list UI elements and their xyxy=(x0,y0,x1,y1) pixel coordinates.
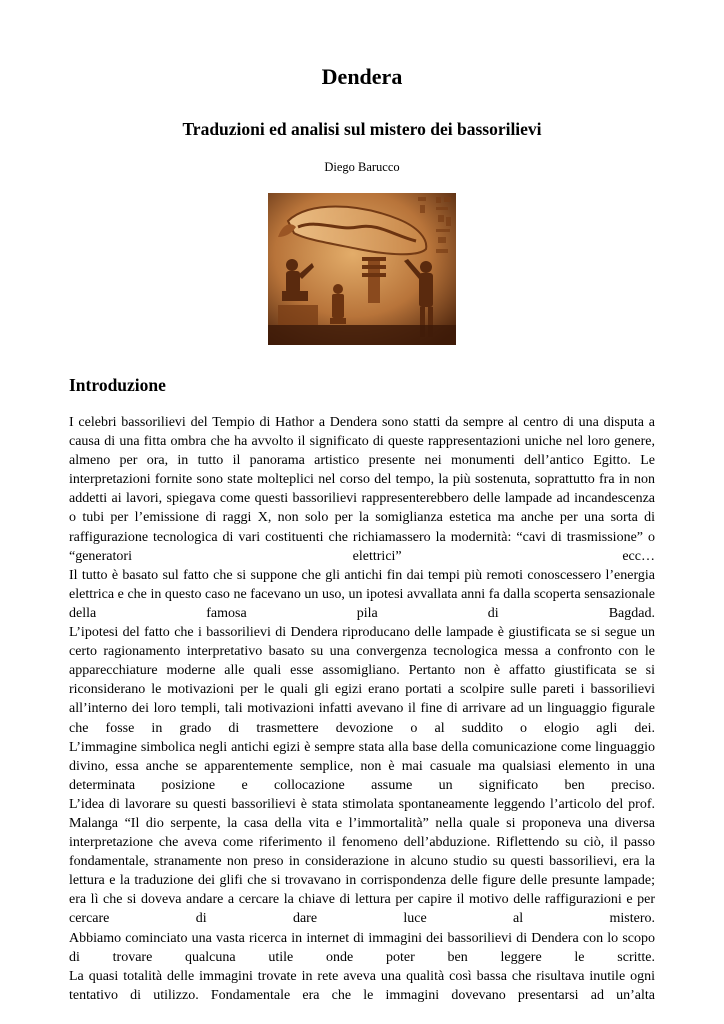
bas-relief-photo-icon xyxy=(268,193,456,345)
paragraph: L’idea di lavorare su questi bassorilievi è stata stimolata spontaneamente leggendo l’articolo del prof. Malanga “Il dio serpente, la casa della vita e l’immortalità” nella quale si proponeva una diversa interpretazione che aveva come riferimento il fenomeno dell’abduzione. Riflettendo su ciò, il passo fondamentale, stranamente non preso in considerazione in alcuno studio su questi bassorilievi, era la lettura e la traduzione dei glifi che si trovavano in corrispondenza delle figure delle presunte lampade; era lì che si doveva andare a cercare la chiave di lettura per capire il motivo delle raffigurazioni e per cercare di dare luce al mistero. xyxy=(69,796,655,927)
document-subtitle: Traduzioni ed analisi sul mistero dei bassorilievi xyxy=(182,119,542,139)
dendera-relief-image xyxy=(268,193,456,345)
paragraph: La quasi totalità delle immagini trovate in rete aveva una qualità così bassa che risultava inutile ogni tentativo di utilizzo. Fondamentale era che le immagini dovevano presentarsi ad un’alta xyxy=(69,968,655,1003)
body-text xyxy=(69,413,655,1005)
paragraph: Abbiamo cominciato una vasta ricerca in internet di immagini dei bassorilievi di Dendera con lo scopo di trovare qualcuna utile onde poter ben leggere le scritte. xyxy=(69,930,655,965)
section-heading: Introduzione xyxy=(69,375,166,395)
document-title: Dendera xyxy=(321,64,403,89)
paragraph: Il tutto è basato sul fatto che si suppone che gli antichi fin dai tempi più remoti conoscessero l’energia elettrica e che in questo caso ne facevano un uso, un ipotesi avvallata anni fa dalla scoperta sensazionale della famosa pila di Bagdad. xyxy=(69,567,655,621)
paragraph: I celebri bassorilievi del Tempio di Hathor a Dendera sono statti da sempre al centro di una disputa a causa di una fitta ombra che ha avvolto il significato di queste rappresentazioni uniche nel loro genere, almeno per ora, in tutto il panorama artistico presente nei monumenti dell’antico Egitto. Le interpretazioni fornite sono state molteplici nel corso del tempo, la più sostenuta, soprattutto fra in non addetti ai lavori, spiegava come questi bassorilievi rappresenterebbero delle lampade ad incandescenza o tubi per l’emissione di raggi X, non solo per la somiglianza estetica ma anche per una sorta di raffigurazione tecnologica di vari costituenti che richiamassero la modernità: “cavi di trasmissione” o “generatori elettrici” ecc… xyxy=(69,415,655,564)
document-author: Diego Barucco xyxy=(324,160,400,174)
paragraph: L’ipotesi del fatto che i bassorilievi di Dendera riproducano delle lampade è giustificata se si segue un certo ragionamento interpretativo basato su una convergenza tecnologica messa a confronto con le apparecchiature moderne alle quali esse assomigliano. Pertanto non è affatto giustificata se si riconsiderano le motivazioni per le quali gli egizi erano portati a scolpire sulle pareti i bassorilievi all’interno dei loro templi, tali motivazioni infatti avevano il fine di arrivare ad un linguaggio figurale che fosse in grado di trasmettere devozione o al suddito o elogio agli dei. xyxy=(69,625,655,736)
paragraph: L’immagine simbolica negli antichi egizi è sempre stata alla base della comunicazione come linguaggio divino, essa anche se apparentemente semplice, non è mai casuale ma qualsiasi elemento in una determinata posizione e collocazione assume un significato ben preciso. xyxy=(69,739,655,793)
